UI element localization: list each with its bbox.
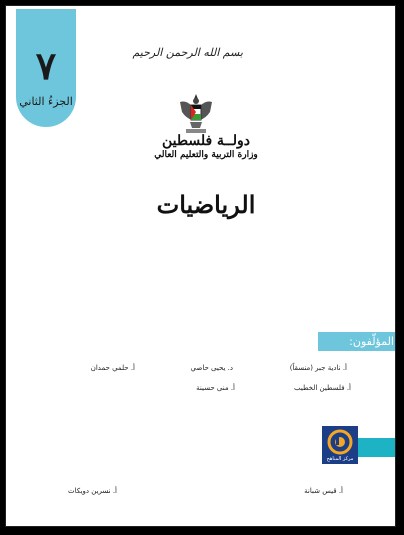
part-label: الجزءُ الثاني [19,95,73,108]
svg-text:مركز المناهج: مركز المناهج [326,456,354,462]
author-name: أ. فلسطين الخطيب [293,384,351,392]
author-name: د. يحيى حاصي [190,364,233,372]
book-cover-page [5,5,396,527]
book-title: الرياضيات [156,190,256,219]
author-name: أ. نسرين دويكات [68,487,117,495]
author-name: أ. نادية جبر (منسقاً) [289,364,347,372]
ministry-name: وزارة التربية والتعليم العالي [154,150,258,160]
authors-heading: المؤلّفون: [318,332,396,351]
grade-tab [16,9,76,127]
bismillah-text: بسم الله الرحمن الرحيم [132,46,243,59]
state-name: دولــة فلسطين [161,133,251,149]
grade-number: ٧ [35,43,57,88]
author-name: أ. حلمي حمدان [90,364,135,372]
curriculum-center-logo-icon [322,426,358,464]
author-name: أ. قيس شبانة [304,487,343,495]
author-name: أ. منى حسينة [196,384,235,392]
palestine-eagle-emblem-icon [176,90,216,136]
